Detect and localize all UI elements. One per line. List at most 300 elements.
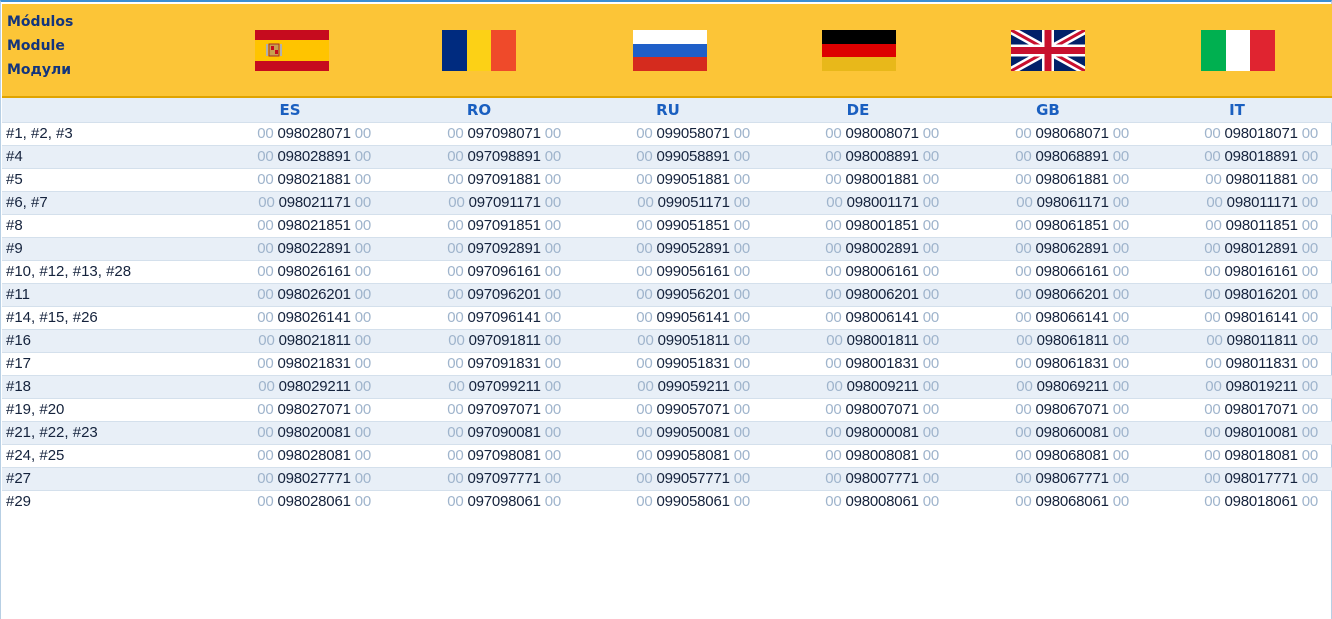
code-cell-ru: [596, 468, 750, 491]
code-prefix: 00: [1015, 309, 1032, 326]
code-prefix: 00: [1206, 332, 1223, 349]
part-number: 098018081: [1224, 447, 1298, 464]
code-prefix: 00: [1015, 217, 1032, 234]
part-number: 099051171: [657, 194, 730, 211]
code-prefix: 00: [1015, 401, 1032, 418]
code-cell-de: [785, 123, 939, 146]
module-label-ro: Module: [7, 38, 65, 54]
part-number: 098062891: [1035, 240, 1109, 257]
code-suffix: 00: [1112, 355, 1129, 372]
code-cell-ru: [596, 123, 750, 146]
row-module-label: #14, #15, #26: [6, 309, 98, 326]
code-suffix: 00: [544, 125, 561, 142]
code-suffix: 00: [354, 240, 371, 257]
code-suffix: 00: [1112, 309, 1129, 326]
part-number: 098006141: [845, 309, 919, 326]
part-number: 099050081: [656, 424, 730, 441]
code-suffix: 00: [733, 401, 750, 418]
table-row: [2, 375, 1332, 398]
code-cell-it: [1164, 491, 1318, 514]
part-number: 098002891: [845, 240, 919, 257]
code-prefix: 00: [258, 194, 275, 211]
part-number: 098021851: [277, 217, 351, 234]
code-suffix: 00: [733, 148, 750, 165]
code-suffix: 00: [544, 355, 561, 372]
code-prefix: 00: [257, 263, 274, 280]
part-number: 099059211: [657, 378, 730, 395]
code-suffix: 00: [922, 286, 939, 303]
code-cell-gb: [975, 468, 1129, 491]
part-number: 098067071: [1035, 401, 1109, 418]
column-header-gb: GB: [1036, 101, 1060, 119]
code-suffix: 00: [922, 493, 939, 510]
part-number: 098017071: [1224, 401, 1298, 418]
code-cell-it: [1164, 422, 1318, 445]
column-header-es: ES: [279, 101, 301, 119]
code-suffix: 00: [1301, 378, 1318, 395]
code-cell-ru: [596, 491, 750, 514]
row-module-label: #18: [6, 378, 32, 395]
code-prefix: 00: [1204, 286, 1221, 303]
code-cell-de: [785, 169, 939, 192]
code-suffix: 00: [733, 286, 750, 303]
part-number: 099056141: [656, 309, 730, 326]
code-prefix: 00: [1015, 171, 1032, 188]
code-cell-ro: [407, 376, 561, 399]
part-number: 098066161: [1035, 263, 1109, 280]
code-prefix: 00: [257, 240, 274, 257]
row-module-label: #9: [6, 240, 23, 257]
code-prefix: 00: [257, 309, 274, 326]
code-suffix: 00: [544, 194, 561, 211]
code-cell-ru: [596, 284, 750, 307]
code-cell-ro: [407, 399, 561, 422]
code-prefix: 00: [1015, 470, 1032, 487]
part-number: 098068061: [1035, 493, 1109, 510]
code-prefix: 00: [636, 309, 653, 326]
code-suffix: 00: [733, 263, 750, 280]
code-cell-es: [217, 307, 371, 330]
module-label-es: Módulos: [7, 14, 74, 30]
code-suffix: 00: [544, 424, 561, 441]
code-prefix: 00: [636, 493, 653, 510]
code-prefix: 00: [636, 470, 653, 487]
part-number: 098068071: [1035, 125, 1109, 142]
code-suffix: 00: [354, 171, 371, 188]
part-number: 097097071: [467, 401, 541, 418]
code-suffix: 00: [1301, 493, 1318, 510]
code-cell-gb: [975, 146, 1129, 169]
code-suffix: 00: [733, 355, 750, 372]
part-number: 097091851: [467, 217, 541, 234]
code-suffix: 00: [544, 378, 561, 395]
code-suffix: 00: [922, 217, 939, 234]
code-cell-ru: [596, 238, 750, 261]
part-number: 098019211: [1225, 378, 1298, 395]
code-cell-es: [217, 146, 371, 169]
code-cell-es: [217, 399, 371, 422]
code-cell-ro: [407, 330, 561, 353]
code-suffix: 00: [733, 493, 750, 510]
code-cell-es: [217, 445, 371, 468]
part-number: 098028061: [277, 493, 351, 510]
code-cell-ru: [596, 422, 750, 445]
part-number: 097091171: [468, 194, 541, 211]
code-suffix: 00: [544, 470, 561, 487]
italy-flag-icon: [1201, 30, 1275, 71]
code-cell-gb: [975, 491, 1129, 514]
code-cell-gb: [975, 353, 1129, 376]
code-cell-es: [217, 238, 371, 261]
column-header-ro: RO: [466, 101, 492, 119]
code-suffix: 00: [1301, 286, 1318, 303]
code-cell-ro: [407, 192, 561, 215]
code-suffix: 00: [1112, 401, 1129, 418]
code-cell-gb: [975, 284, 1129, 307]
code-prefix: 00: [1015, 125, 1032, 142]
code-prefix: 00: [826, 332, 843, 349]
code-prefix: 00: [825, 424, 842, 441]
code-prefix: 00: [1205, 217, 1222, 234]
code-suffix: 00: [354, 125, 371, 142]
code-prefix: 00: [257, 148, 274, 165]
code-suffix: 00: [1301, 424, 1318, 441]
code-cell-gb: [975, 307, 1129, 330]
code-prefix: 00: [825, 148, 842, 165]
code-prefix: 00: [257, 470, 274, 487]
part-number: 098069211: [1036, 378, 1109, 395]
code-prefix: 00: [258, 378, 275, 395]
code-cell-es: [217, 330, 371, 353]
code-prefix: 00: [257, 493, 274, 510]
code-prefix: 00: [637, 194, 654, 211]
code-cell-ru: [596, 330, 750, 353]
code-suffix: 00: [1301, 125, 1318, 142]
code-prefix: 00: [257, 286, 274, 303]
code-prefix: 00: [1015, 355, 1032, 372]
code-suffix: 00: [1301, 148, 1318, 165]
code-cell-ru: [596, 353, 750, 376]
part-number: 098001811: [846, 332, 919, 349]
code-suffix: 00: [354, 378, 371, 395]
code-suffix: 00: [1112, 263, 1129, 280]
part-number: 098008071: [845, 125, 919, 142]
code-suffix: 00: [354, 217, 371, 234]
part-number: 097091831: [467, 355, 541, 372]
part-number: 099056201: [656, 286, 730, 303]
table-row: [2, 444, 1332, 467]
code-prefix: 00: [1204, 148, 1221, 165]
part-number: 098011831: [1225, 355, 1298, 372]
code-prefix: 00: [1204, 240, 1221, 257]
code-prefix: 00: [1015, 148, 1032, 165]
code-prefix: 00: [257, 447, 274, 464]
code-prefix: 00: [825, 401, 842, 418]
code-suffix: 00: [354, 470, 371, 487]
code-prefix: 00: [825, 355, 842, 372]
code-prefix: 00: [447, 125, 464, 142]
code-prefix: 00: [636, 263, 653, 280]
code-prefix: 00: [1016, 332, 1033, 349]
code-prefix: 00: [448, 378, 465, 395]
part-number: 098016201: [1224, 286, 1298, 303]
part-number: 098029211: [278, 378, 351, 395]
part-number: 098061171: [1036, 194, 1109, 211]
code-prefix: 00: [1016, 194, 1033, 211]
table-row: [2, 260, 1332, 283]
table-row: [2, 145, 1332, 168]
code-suffix: 00: [1112, 240, 1129, 257]
code-cell-es: [217, 422, 371, 445]
code-prefix: 00: [825, 286, 842, 303]
code-cell-it: [1164, 146, 1318, 169]
code-suffix: 00: [354, 309, 371, 326]
code-suffix: 00: [354, 447, 371, 464]
code-cell-ro: [407, 422, 561, 445]
code-cell-gb: [975, 330, 1129, 353]
germany-flag-icon: [822, 30, 896, 71]
part-number: 097096161: [467, 263, 541, 280]
code-cell-de: [785, 468, 939, 491]
code-suffix: 00: [1301, 355, 1318, 372]
code-cell-it: [1164, 215, 1318, 238]
code-cell-it: [1164, 330, 1318, 353]
row-module-label: #1, #2, #3: [6, 125, 73, 142]
code-prefix: 00: [1015, 424, 1032, 441]
code-suffix: 00: [1301, 470, 1318, 487]
table-row: [2, 329, 1332, 352]
code-cell-gb: [975, 422, 1129, 445]
code-cell-de: [785, 307, 939, 330]
code-prefix: 00: [1204, 493, 1221, 510]
part-number: 098010081: [1224, 424, 1298, 441]
code-cell-de: [785, 422, 939, 445]
code-prefix: 00: [825, 125, 842, 142]
code-cell-es: [217, 123, 371, 146]
code-prefix: 00: [825, 240, 842, 257]
code-suffix: 00: [1112, 171, 1129, 188]
table-row: [2, 191, 1332, 214]
row-module-label: #11: [6, 286, 30, 303]
part-number: 099051851: [656, 217, 730, 234]
part-number: 098068891: [1035, 148, 1109, 165]
code-prefix: 00: [636, 171, 653, 188]
code-cell-gb: [975, 169, 1129, 192]
code-cell-es: [217, 353, 371, 376]
code-prefix: 00: [447, 309, 464, 326]
part-number: 098018061: [1224, 493, 1298, 510]
code-suffix: 00: [1301, 332, 1318, 349]
code-cell-ro: [407, 445, 561, 468]
part-number: 098017771: [1224, 470, 1298, 487]
code-suffix: 00: [354, 401, 371, 418]
part-number: 098066201: [1035, 286, 1109, 303]
code-cell-es: [217, 376, 371, 399]
code-prefix: 00: [447, 286, 464, 303]
code-suffix: 00: [354, 194, 371, 211]
code-suffix: 00: [544, 309, 561, 326]
code-prefix: 00: [257, 171, 274, 188]
code-cell-gb: [975, 192, 1129, 215]
code-cell-gb: [975, 123, 1129, 146]
code-suffix: 00: [922, 148, 939, 165]
code-cell-it: [1164, 284, 1318, 307]
code-suffix: 00: [1301, 309, 1318, 326]
part-number: 098027071: [277, 401, 351, 418]
code-cell-ro: [407, 146, 561, 169]
part-number: 098061831: [1035, 355, 1109, 372]
part-number: 098022891: [277, 240, 351, 257]
part-number: 098067771: [1035, 470, 1109, 487]
code-cell-ru: [596, 215, 750, 238]
part-number: 098007771: [845, 470, 919, 487]
part-number: 099051831: [656, 355, 730, 372]
code-prefix: 00: [636, 125, 653, 142]
code-suffix: 00: [1301, 263, 1318, 280]
part-number: 097091881: [467, 171, 541, 188]
part-number: 098021811: [278, 332, 351, 349]
code-prefix: 00: [636, 424, 653, 441]
code-suffix: 00: [354, 286, 371, 303]
table-row: [2, 237, 1332, 260]
code-suffix: 00: [733, 447, 750, 464]
part-number: 098027771: [277, 470, 351, 487]
code-cell-it: [1164, 307, 1318, 330]
spain-flag-icon: [255, 30, 329, 71]
code-prefix: 00: [447, 424, 464, 441]
code-cell-ru: [596, 307, 750, 330]
row-module-label: #21, #22, #23: [6, 424, 98, 441]
part-number: 099058071: [656, 125, 730, 142]
part-number: 098011171: [1226, 194, 1298, 211]
code-prefix: 00: [448, 332, 465, 349]
code-cell-de: [785, 284, 939, 307]
part-number: 097096141: [467, 309, 541, 326]
part-number: 098009211: [846, 378, 919, 395]
code-suffix: 00: [733, 240, 750, 257]
code-cell-gb: [975, 445, 1129, 468]
code-cell-es: [217, 169, 371, 192]
table-row: [2, 122, 1332, 145]
part-number: 099051881: [656, 171, 730, 188]
part-number: 099051811: [657, 332, 730, 349]
code-prefix: 00: [447, 171, 464, 188]
code-cell-es: [217, 215, 371, 238]
code-prefix: 00: [447, 148, 464, 165]
code-prefix: 00: [636, 286, 653, 303]
code-suffix: 00: [544, 286, 561, 303]
code-prefix: 00: [636, 148, 653, 165]
code-cell-ro: [407, 284, 561, 307]
code-cell-ru: [596, 399, 750, 422]
table-header: [2, 4, 1332, 98]
code-prefix: 00: [447, 493, 464, 510]
code-prefix: 00: [447, 263, 464, 280]
row-module-label: #27: [6, 470, 32, 487]
code-cell-gb: [975, 376, 1129, 399]
code-prefix: 00: [1206, 194, 1223, 211]
code-cell-it: [1164, 399, 1318, 422]
code-prefix: 00: [257, 125, 274, 142]
part-number: 098011811: [1226, 332, 1298, 349]
row-module-label: #5: [6, 171, 23, 188]
code-suffix: 00: [1301, 217, 1318, 234]
code-suffix: 00: [1112, 470, 1129, 487]
code-suffix: 00: [544, 493, 561, 510]
part-number: 099058891: [656, 148, 730, 165]
code-cell-ru: [596, 192, 750, 215]
table-row: [2, 421, 1332, 444]
module-label-ru: Модули: [7, 62, 72, 78]
code-suffix: 00: [733, 378, 750, 395]
code-cell-de: [785, 215, 939, 238]
code-prefix: 00: [448, 194, 465, 211]
part-number: 098060081: [1035, 424, 1109, 441]
row-module-label: #19, #20: [6, 401, 65, 418]
part-number: 098021881: [277, 171, 351, 188]
part-number: 098018891: [1224, 148, 1298, 165]
part-number: 098068081: [1035, 447, 1109, 464]
code-cell-gb: [975, 261, 1129, 284]
code-cell-it: [1164, 192, 1318, 215]
part-number: 097098061: [467, 493, 541, 510]
code-suffix: 00: [354, 493, 371, 510]
code-suffix: 00: [922, 194, 939, 211]
code-suffix: 00: [544, 171, 561, 188]
code-cell-de: [785, 491, 939, 514]
code-suffix: 00: [922, 447, 939, 464]
part-number: 098011851: [1225, 217, 1298, 234]
code-cell-it: [1164, 376, 1318, 399]
code-cell-de: [785, 353, 939, 376]
part-number: 098018071: [1224, 125, 1298, 142]
code-suffix: 00: [354, 332, 371, 349]
code-suffix: 00: [922, 171, 939, 188]
code-suffix: 00: [733, 332, 750, 349]
code-suffix: 00: [544, 447, 561, 464]
code-prefix: 00: [258, 332, 275, 349]
code-prefix: 00: [447, 240, 464, 257]
part-number: 098008081: [845, 447, 919, 464]
table-row: [2, 214, 1332, 237]
part-number: 097092891: [467, 240, 541, 257]
table-row: [2, 398, 1332, 421]
code-prefix: 00: [636, 355, 653, 372]
part-number: 097096201: [467, 286, 541, 303]
code-prefix: 00: [447, 217, 464, 234]
code-cell-ru: [596, 445, 750, 468]
code-prefix: 00: [637, 378, 654, 395]
code-prefix: 00: [257, 424, 274, 441]
code-prefix: 00: [636, 447, 653, 464]
code-suffix: 00: [922, 424, 939, 441]
code-prefix: 00: [826, 194, 843, 211]
code-prefix: 00: [1204, 309, 1221, 326]
row-module-label: #8: [6, 217, 23, 234]
code-prefix: 00: [447, 447, 464, 464]
code-cell-de: [785, 261, 939, 284]
code-cell-ru: [596, 261, 750, 284]
code-prefix: 00: [257, 401, 274, 418]
code-cell-ro: [407, 261, 561, 284]
code-suffix: 00: [922, 332, 939, 349]
code-suffix: 00: [1112, 194, 1129, 211]
code-prefix: 00: [257, 355, 274, 372]
part-number: 099056161: [656, 263, 730, 280]
part-number: 098061851: [1035, 217, 1109, 234]
code-suffix: 00: [544, 263, 561, 280]
table-row: [2, 283, 1332, 306]
